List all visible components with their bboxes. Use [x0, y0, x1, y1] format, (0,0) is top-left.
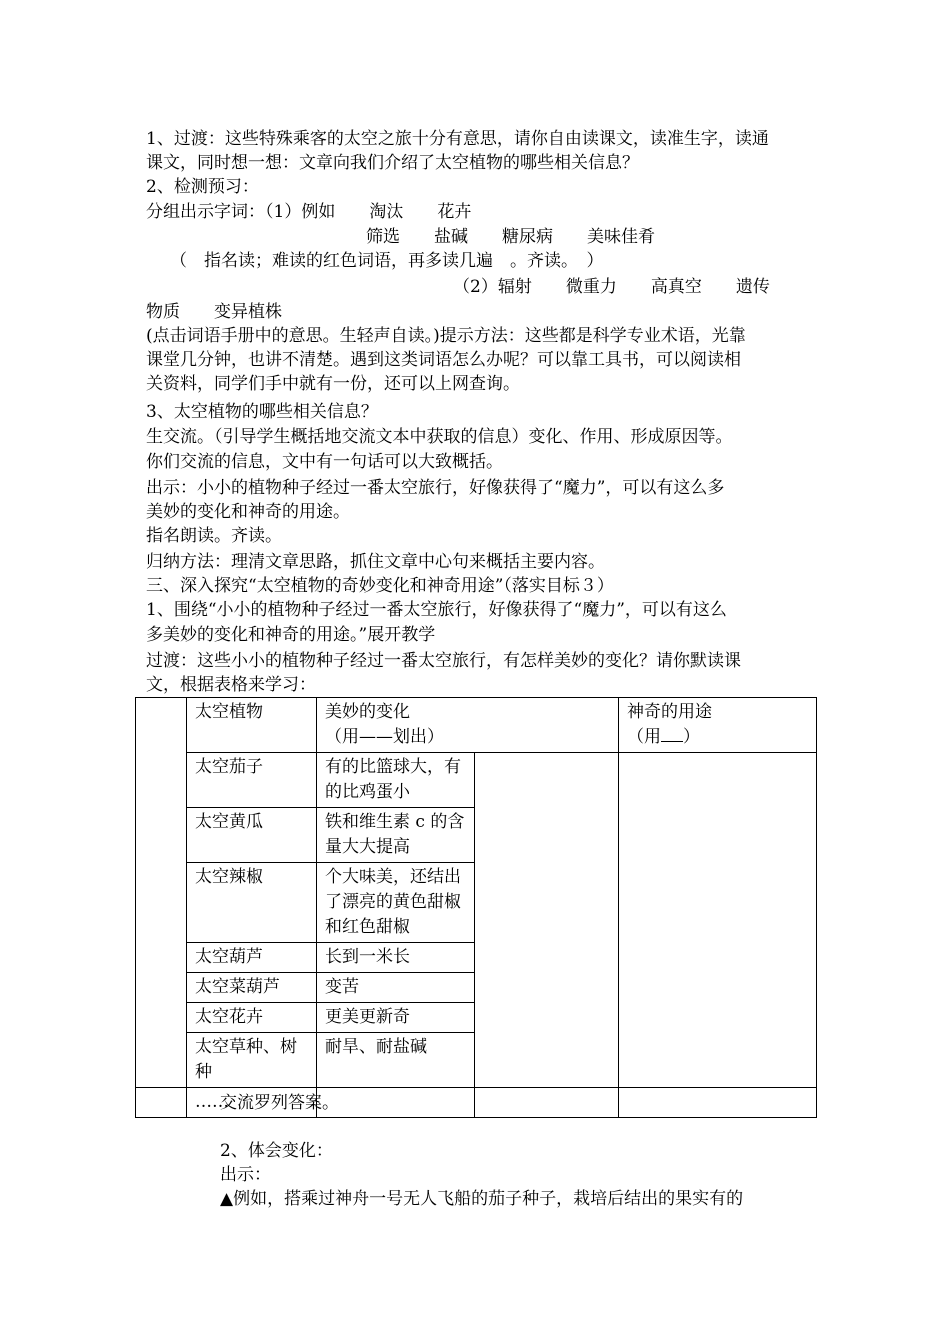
text-line: 1、过渡：这些特殊乘客的太空之旅十分有意思，请你自由读课文，读准生字，读通 [146, 129, 769, 149]
section-heading: 三、深入探究“太空植物的奇妙变化和神奇用途”（落实目标３） [146, 576, 614, 596]
text-line: 分组出示字词：（1）例如 淘汰 花卉 [146, 202, 472, 222]
underline-mark [661, 729, 683, 742]
change-cell: 耐旱、耐盐碱 [317, 1033, 475, 1088]
plant-cell: 太空辣椒 [187, 863, 317, 943]
header-use [619, 698, 817, 753]
text-line: (点击词语手册中的意思。生轻声自读。)提示方法：这些都是科学专业术语，光靠 [146, 326, 746, 346]
section-heading: 2、检测预习： [146, 177, 259, 197]
header-plant: 太空植物 [187, 698, 317, 753]
section-heading: 2、体会变化： [220, 1141, 333, 1161]
text-line: 指名朗读。齐读。 [146, 526, 282, 546]
text-line: 1、围绕“小小的植物种子经过一番太空旅行，好像获得了“魔力”，可以有这么 [146, 600, 727, 620]
section-heading: 3、太空植物的哪些相关信息？ [146, 402, 378, 422]
table-cell-empty [136, 1088, 187, 1118]
plants-table [135, 697, 817, 1118]
text-line: 筛选 盐碱 糖尿病 美味佳肴 [366, 227, 655, 247]
change-cell: 长到一米长 [317, 943, 475, 973]
text-line: 你们交流的信息，文中有一句话可以大致概括。 [146, 452, 503, 472]
plant-cell: 太空黄瓜 [187, 808, 317, 863]
table-row [136, 753, 817, 808]
change-cell: 有的比篮球大，有的比鸡蛋小 [317, 753, 475, 808]
use-note-close: ） [683, 727, 700, 747]
text-line: ▲例如，搭乘过神舟一号无人飞船的茄子种子，栽培后结出的果实有的 [220, 1189, 744, 1209]
text-line: 物质 变异植株 [146, 302, 282, 322]
text-line: 出示： [220, 1165, 271, 1185]
change-cell: 铁和维生素 c 的含量大大提高 [317, 808, 475, 863]
table-cell-empty [475, 1088, 619, 1118]
change-cell: 变苦 [317, 973, 475, 1003]
text-line: 美妙的变化和神奇的用途。 [146, 502, 350, 522]
text-line: 文，根据表格来学习： [146, 675, 316, 695]
ellipsis-cell: …… [187, 1088, 317, 1118]
text-line: 生交流。（引导学生概括地交流文本中获取的信息）变化、作用、形成原因等。 [146, 427, 733, 447]
header-use-note [627, 725, 808, 750]
text-line: 归纳方法：理清文章思路，抓住文章中心句来概括主要内容。 [146, 552, 605, 572]
header-use-label: 神奇的用途 [627, 702, 712, 722]
text-line: 课堂几分钟，也讲不清楚。遇到这类词语怎么办呢？可以靠工具书，可以阅读相 [146, 350, 741, 370]
use-note-open: （用 [627, 727, 661, 747]
text-line: 交流罗列答案。 [220, 1093, 339, 1113]
plant-cell: 太空花卉 [187, 1003, 317, 1033]
text-line: 出示：小小的植物种子经过一番太空旅行，好像获得了“魔力”，可以有这么多 [146, 478, 725, 498]
table-cell-empty [619, 753, 817, 1088]
header-change [317, 698, 619, 753]
plant-cell: 太空菜葫芦 [187, 973, 317, 1003]
plant-cell: 太空葫芦 [187, 943, 317, 973]
table-header-row [136, 698, 817, 753]
change-cell: 个大味美，还结出了漂亮的黄色甜椒和红色甜椒 [317, 863, 475, 943]
table-cell-empty [619, 1088, 817, 1118]
change-cell: 更美更新奇 [317, 1003, 475, 1033]
table-cell-empty [475, 753, 619, 1088]
text-line: 多美妙的变化和神奇的用途。”展开教学 [146, 625, 436, 645]
text-line: 关资料，同学们手中就有一份，还可以上网查询。 [146, 374, 520, 394]
text-line: （2）辐射 微重力 高真空 遗传 [453, 277, 770, 297]
plant-cell: 太空茄子 [187, 753, 317, 808]
text-line: （ 指名读；难读的红色词语，再多读几遍 。齐读。 ） [170, 251, 604, 271]
plant-cell: 太空草种、树种 [187, 1033, 317, 1088]
text-line: 课文，同时想一想：文章向我们介绍了太空植物的哪些相关信息？ [146, 153, 639, 173]
header-change-note: （用——划出） [325, 727, 444, 747]
table-cell-empty [136, 698, 187, 1088]
header-change-label: 美妙的变化 [325, 702, 410, 722]
table-cell-empty [317, 1088, 475, 1118]
text-line: 过渡：这些小小的植物种子经过一番太空旅行，有怎样美妙的变化？请你默读课 [146, 651, 741, 671]
